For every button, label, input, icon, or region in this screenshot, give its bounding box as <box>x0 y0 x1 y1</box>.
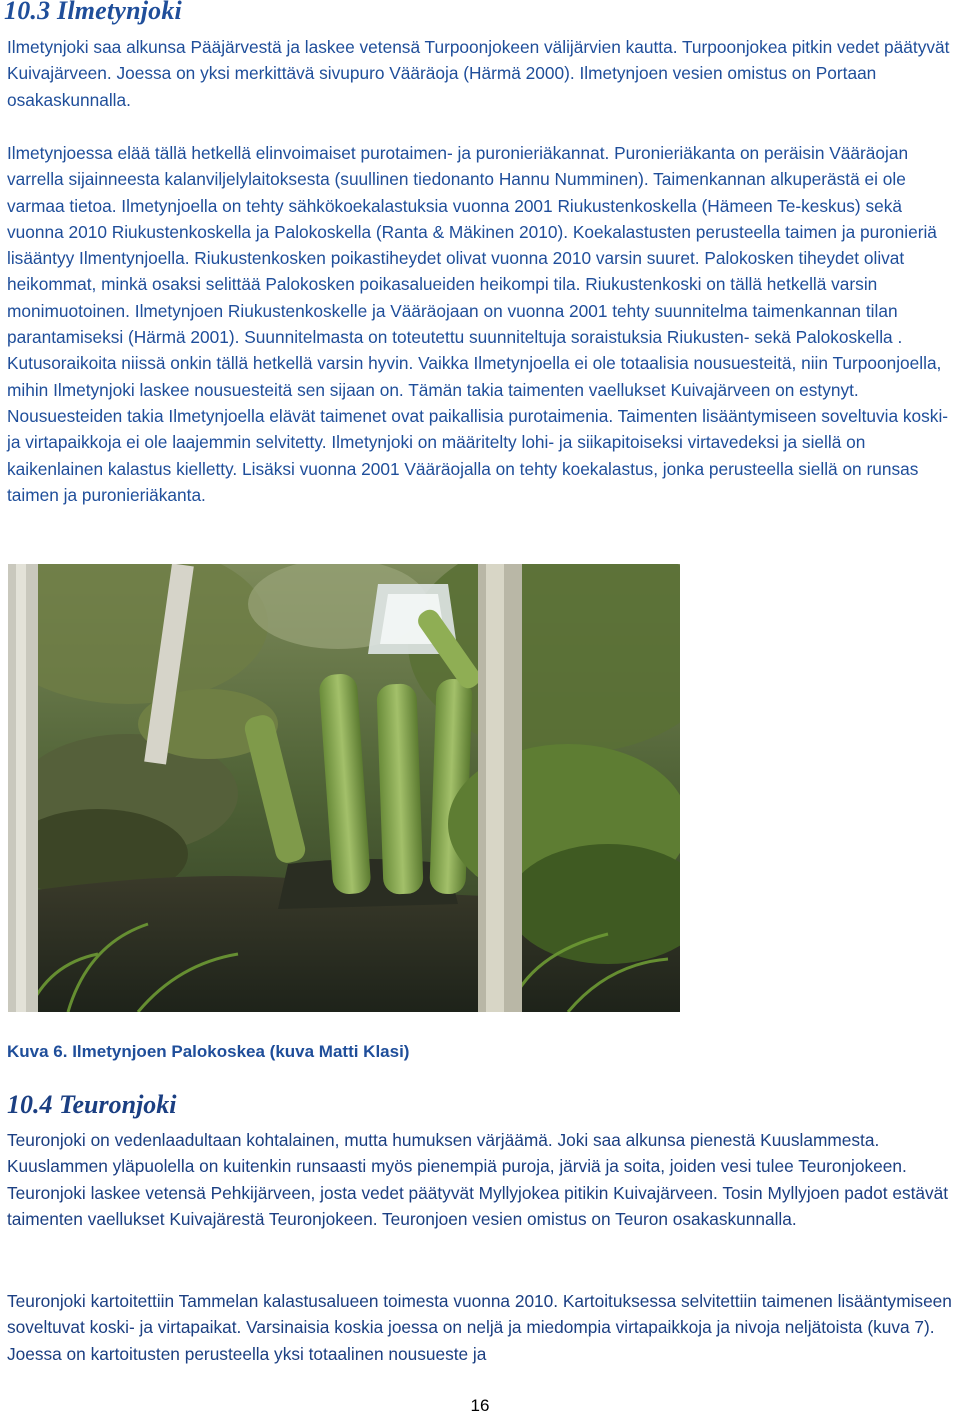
forest-stream-photo <box>8 564 680 1012</box>
paragraph-text: Teuronjoki on vedenlaadultaan kohtalainen, mutta humuksen värjäämä. Joki saa alkunsa pienestä Kuuslammesta. Kuuslammen yläpuolella on kuitenkin runsaasti myös pienempiä puroja, järviä ja soita, joiden vesi tulee Teuronjokeen. Teuronjoki laskee vetensä Pehkijärveen, josta vedet päätyvät Myllyjokea pitikin Kuivajärveen. Tosin Myllyjoen padot estävät taimenten vaellukset Kuivajärestä Teuronjokeen. Teuronjoen vesien omistus on Teuron osakaskunnalla. <box>7 1130 949 1229</box>
paragraph-text: Teuronjoki kartoitettiin Tammelan kalastusalueen toimesta vuonna 2010. Kartoituksessa selvitettiin taimenen lisääntymiseen soveltuvat koski- ja virtapaikat. Varsinaisia koskia joessa on neljä ja miedompia virtapaikkoja ja nivoja neljätoista (kuva 7). Joessa on kartoitusten perusteella yksi totaalinen nousueste ja <box>7 1291 952 1364</box>
paragraph-teuronjoki-intro <box>7 1127 952 1232</box>
figure-caption: Kuva 6. Ilmetynjoen Palokoskea (kuva Matti Klasi) <box>7 1042 410 1061</box>
paragraph-ilmetynjoki-intro <box>7 34 952 113</box>
section-heading-teuronjoki: 10.4 Teuronjoki <box>7 1090 177 1119</box>
paragraph-teuronjoki-survey <box>7 1288 952 1367</box>
section-heading-ilmetynjoki: 10.3 Ilmetynjoki <box>4 0 182 25</box>
paragraph-ilmetynjoki-fish <box>7 140 952 508</box>
paragraph-text: Ilmetynjoessa elää tällä hetkellä elinvoimaiset purotaimen- ja puronieriäkannat. Puronieriäkanta on peräisin Vääräojan varrella sijainneesta kalanviljelylaitoksesta (suullinen tiedonanto Hannu Numminen). Taimenkannan alkuperästä ei ole varmaa tietoa. Ilmetynjoella on tehty sähkökoekalastuksia vuonna 2001 Riukustenkoskella (Hämeen Te-keskus) sekä vuonna 2010 Riukustenkoskella ja Palokoskella (Ranta & Mäkinen 2010). Koekalastusten perusteella taimen ja puronieriä lisääntyy Ilmentynjoella. Riukustenkosken poikastiheydet olivat vuonna 2010 varsin suuret. Palokosken tiheydet olivat heikommat, minkä osaksi selittää Palokosken poikasalueiden heikompi tila. Riukustenkoski on tällä hetkellä varsin monimuotoinen. Ilmetynjoen Riukustenkoskelle ja Vääräojaan on vuonna 2001 tehty suunnitelma taimenkannan tilan parantamiseksi (Härmä 2001). Suunnitelmasta on toteutettu suunniteltuja soraistuksia Riukusten- sekä Palokoskella . Kutusoraikoita niissä onkin tällä hetkellä varsin hyvin. Vaikka Ilmetynjoella ei ole totaalisia nousuesteitä, niin Turpoonjoella, mihin Ilmetynjoki laskee nousuesteitä sen sijaan on. Tämän takia taimenten vaellukset Kuivajärveen on estynyt. Nousuesteiden takia Ilmetynjoella elävät taimenet ovat paikallisia purotaimenia. Taimenten lisääntymiseen soveltuvia koski- ja virtapaikkoja ei ole laajemmin selvitetty. Ilmetynjoki on määritelty lohi- ja siikapitoiseksi virtavedeksi ja siellä on kaikenlainen kalastus kielletty. Lisäksi vuonna 2001 Vääräojalla on tehty koekalastus, jonka perusteella siellä on runsas taimen ja puronieriäkanta. <box>7 143 949 505</box>
page-number: 16 <box>470 1396 490 1415</box>
paragraph-text: Ilmetynjoki saa alkunsa Pääjärvestä ja laskee vetensä Turpoonjokeen välijärvien kautta. Turpoonjokea pitkin vedet päätyvät Kuivajärveen. Joessa on yksi merkittävä sivupuro Vääräoja (Härmä 2000). Ilmetynjoen vesien omistus on Portaan osakaskunnalla. <box>7 37 950 110</box>
river-photo <box>8 564 680 1012</box>
